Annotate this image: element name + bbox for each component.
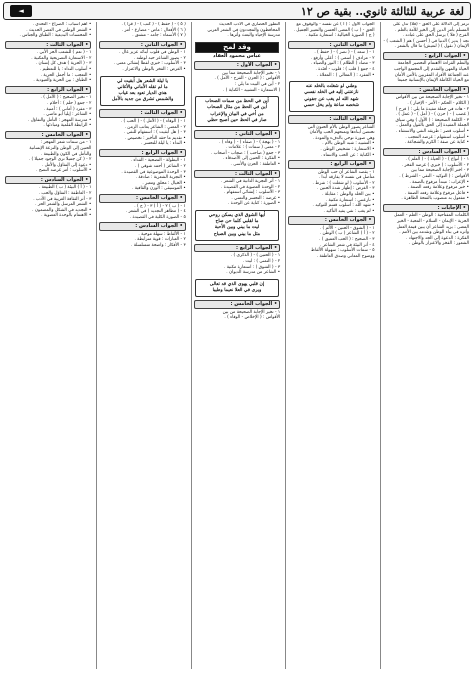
poem-verse: والشمس تشرق من جديد بالأمل [111,97,174,103]
poem-verse: ما لم تقله الأماني والأغاني [117,84,168,90]
text-line: • الموسيقى : الوزن والقافية . [132,186,186,192]
text-line: الفكرة : الدعوة إلى الجد والاجتهاد . [406,235,469,241]
text-line: ٤ - ( مظاهر التجديد ) في الشعر . [125,209,186,215]
text-line: ٣ - ( الحرية ) هدف كل إنسان . [35,61,92,67]
text-line: ١ - أثر التجربة الذاتية في الشعر . [221,179,281,185]
text-line: المسلم بأمر الدين إلى الخير للأمة بالعلم . [394,27,469,33]
text-line: الأقواس : ( التوكيد - النفي - الشرط ) . [399,173,469,179]
section-heading: • الجواب السادس : [99,222,185,231]
section-heading: • الجواب الخامس : [5,131,91,140]
poem-verse: إن قلبي يهوى الذي قد تعالى [209,281,265,287]
text-line: الشعور : الفخر والاعتزاز بالوطن . [408,241,469,247]
text-line: • التعجب : ما أجمل الحرية . [40,72,92,78]
poem-verse-box [100,76,184,107]
poem-verse: وطني لو شغلت بالخلد عنه [305,84,357,90]
text-line: مدرسة الإحياء والبعث وأثرها . [227,33,281,39]
poem-verse: ويرى في العلا نعيما وطيبا [212,287,262,293]
text-line: ٢ - معنى ( سمات ) : علامات . [225,145,281,151]
text-line: وهي صورة توحي بالدفء والمودة . [312,135,375,141]
text-line: متأصل في نفسه لا يفارقه أبدا . [318,175,375,181]
text-line: • الشعر الوطني في العصر الحديث . [26,27,92,33]
text-line: ( ٦ ) الأفعال : ماض - مضارع - أمر . [121,27,186,33]
text-line: ١ - تخير الإجابة الصحيحة من بين [222,309,281,315]
section-heading: • الجواب الثالث : [194,170,280,179]
text-line: ٢ - العاطفة : التفاؤل والحب . [38,191,92,197]
text-line: ٢ - هات في جملة مفيدة ما يلي : ( فرح ) [395,106,469,112]
poem-title: وقد لمح [195,42,279,53]
text-line: ٢ - أين في البيت ما يلي : [234,82,281,88]
section-heading: • الجواب الرابع : [383,52,469,61]
text-line: • المحسنات البديعية : الطباق والجناس . [19,33,92,39]
poem-verse: أين في الحظ من سمات الصحاب [205,99,269,105]
text-line: ٢ - جمع ( حلم ) : أحلام . [46,100,92,106]
text-line: ( ٧ ) الأسماء : جامد - مشتق . [132,33,186,39]
text-line: ٣ - الأفكار : واضحة متسلسلة . [131,242,186,248]
section-heading: • الجواب الثاني : [288,41,374,50]
text-line: مع الحياة الكاملة الإيمان بالإنسانية جميعا [397,78,469,84]
text-line: ٥ - الصورة الكلية في القصيدة . [129,214,186,220]
text-line: ١ - ( الحنين ) - ( الذكرى ) . [230,253,281,259]
text-line: • أسلوب قصر : طريقه النفي والاستثناء . [395,128,469,134]
text-line: الحرية - الإيمان - السلام - المحبة - الخير [397,219,469,225]
poem-verse: يا ليلة الشعر هل أبقيت لي [117,78,169,84]
text-line: الجملة المفيدة إلى الحق بالقول والعمل . [396,123,469,129]
text-line: • مدرسة المهجر : التأمل والتفاؤل . [27,117,92,123]
section-heading: • الإجابات : [383,204,469,213]
text-line: ١ - تخير الصحيح : ( الأمل ) . [40,95,92,101]
text-line: الحنين إلى الوطن والنزعة الإنسانية [29,146,92,151]
poem-verse-box [289,81,373,112]
section-heading: • الجواب الثالث : [288,115,374,124]
section-heading: • الجواب الثاني : [194,130,280,139]
text-line: ٣ - الأسلوب : إنشائي استفهام . [223,190,281,196]
text-line: ٢ - ( التمني ) : ليت . [242,258,281,264]
section-heading: • الجواب السادس : [5,176,91,185]
text-line: ١ - ( ب ) ٢ - ( أ ) ٣ - ( ج ) . [134,203,186,209]
text-line: ٣ - الغرض : إظهار شدة الحنين . [316,186,375,192]
poem-verse: أيها الشوق الذي يسكن روحي [208,213,266,218]
text-line: ٣ - جمع ( صاحب ) : صحاب - أصحاب . [210,150,281,156]
text-line: ٢ - المعنى : الشاعر يعاتب الزمن . [124,124,186,130]
text-line: • دعوة إلى التفاؤل والأمل . [41,162,92,168]
poem-verse: صار في الحظ حين أصبح حظي [207,117,267,123]
text-line: المعنى : يريد الشاعر أن يبين قيمة العمل [396,224,469,230]
poem-verse-box [195,210,279,241]
text-line: ٣ - ( الشوق ) : استعارة مكنية . [223,264,281,270]
text-line: • أسلوب النداء : يا للتعظيم . [39,67,92,73]
poet-name: عباس محمود العقاد [213,52,261,59]
section-heading: • الجواب السادس : [383,148,469,157]
text-line: ( الكلام - الحكم - الأمر - الإخبار ) . [407,100,469,106]
section-heading: • الجواب الخامس : [194,300,280,309]
text-line: ٣ - اختر الإجابة الصحيحة مما بين [411,168,469,174]
text-line: ٣ - الأسلوب : خبري لفظا إنشائي معنى . [113,61,186,67]
text-line: الحياة والمهن والتقدم إلى المجتمع الواجب [394,67,469,73]
text-line: • الرابطة القلمية ومبادئها . [43,123,92,129]
text-line: ١ - ( نعم ) للشعب الحر الأبي . [36,50,92,56]
column-3 [191,22,282,669]
text-line: ١ - ( أنواع ) - ( الحياة ) - ( العلم ) . [405,157,469,163]
text-line: ٢ - العبارات : قوية مترابطة . [134,237,186,243]
text-line: • المفرد : ( المعالي ) : المعلاة . [316,72,375,78]
column-4 [96,22,187,669]
text-line: تحتضن أبناءها وتمنحهم الحب والأمان [309,130,375,136]
poem-verse: ليت ما بيني وبين الأحبة [214,225,260,231]
text-line: ٤ - أثر البيئة في شعر الشاعر . [320,242,375,248]
section-heading: • الجواب الثالث : [5,41,91,50]
text-line: • التجديد في الشكل والمضمون . [32,207,92,213]
text-line: ٢ - ( كن جميلا ترى الوجود جميلا ) . [28,157,92,163]
text-line: ١ - ( أ ) البيئة ( ب ) الطبيعة . [38,185,92,191]
section-heading: • الجواب الرابع : [194,244,280,253]
text-line: ١ - الوطن في قلوب أبنائه عزيز غال . [119,50,186,56]
text-line: • مفعول به منصوب بالفتحة الظاهرة . [401,196,469,202]
text-line: ٣ - الكلمة الصحيحة : ( الأول ) وفي سياق [395,117,469,123]
text-line: ١ - ( سعد ) - ( نصر ) - ( حفظ ) . [314,50,375,56]
text-line: الأقواس : ( الإخلاص - الوفاء ) . [224,315,281,321]
text-line: وأثره في بناء الوطن وتقدمه بين الأمم . [399,230,469,236]
text-line: • الخيال : محلق ومعبر . [142,180,186,186]
text-line: نجد ( يدير ) الدنيا في ( أحسن ) هم ( الشعب ) - [383,38,469,44]
poem-verse: مثل ما بيني وبين الصباح [213,231,261,237]
text-line: • الفكرة : الحنين إلى الأصدقاء . [222,156,281,162]
text-line: • خبر مرفوع وعلامة رفعه الضمة . [407,185,469,191]
poem-verse: شخصه ساعة ولم يخل حسي [303,102,360,108]
text-line: ٢ - الشاعر ( أحمد شوقي ) . [135,164,186,170]
section-heading: • الجواب الخامس : [383,86,469,95]
text-line: الفرح ( فلا ) يرسل الحق على عباده . [402,33,469,39]
text-line: ترمز إلى الدلالة على الحق - (فلا) تدل على [392,22,469,27]
poem-verse-box [195,279,279,297]
page-title: لغة عربية للثالثة ثانوي.. بقية ص ١٢ [300,4,464,18]
poem-verse: شهد الله لم يغب عن جفوني [304,96,359,102]
text-line: ٣ - الوحدة الموضوعية في القصيدة . [121,169,186,175]
text-line: والتعلم القراءة الاهتمام التحضير الجامعة [397,61,469,67]
text-line: عند الجماعة الأفراد المقربين بالأمن الأمان [394,72,469,78]
text-line: ١ - يقصد الشاعر أن حب الوطن [317,169,375,175]
text-line: • الاستعارة : تشخيص الوطن . [320,146,375,152]
text-line: ٥ - سمات الأسلوب : سهولة الألفاظ [310,248,375,254]
text-line: الشاعر يصور الوطن بالأم الحنون التي [307,124,375,130]
poem-verse: ما لقلبي كلما حن صاح [215,219,259,225]
poem-verse: هذي الديار تعود بعد غياب [118,91,167,97]
text-line: الجواب الأول : ( أ ) عن نفسه - والوقوف مع [296,22,375,27]
text-line: ٤ - جمع ( قلب ) : قلوب - أفئدة . [315,67,375,73]
text-line: • النداء : يا ليلة للتحسر . [141,141,186,147]
text-line: ١ - البطولة - التضحية - الفداء . [130,158,186,164]
text-line: • الصورة : كناية عن الوحدة . [227,201,281,207]
text-line: • الكناية : عن الحب والانتماء . [320,152,375,158]
section-heading: • الجواب الثالث : [99,109,185,118]
text-line: ١ - ( الوفاء ) - ( الأمل ) - ( الحب ) . [120,118,186,124]
text-line: • العاطفة : الحزن والأسى . [230,161,281,167]
text-line: الإيمان ( نقول ) ( لنعيش) ما قال بالشعر . [394,44,469,50]
text-line: ١ - الألفاظ : سهلة موحية . [138,231,186,237]
text-line: • فاعل مرفوع وعلامة رفعه الضمة . [404,190,469,196]
text-line: • الأسلوب : أمر غرضه النصح . [36,168,92,174]
text-line: الحق - ( ب ) المعنى الحسن والتعبير الجميل . [293,27,375,33]
text-line: • تقديم ما حقه التأخير : تخصيص . [124,135,186,141]
text-line: • الشاعر من مدرسة الديوان . [226,270,281,276]
text-line: ووضوح المعاني وصدق العاطفة . [316,253,375,259]
text-line: • الاهتمام بالوحدة العضوية . [41,213,92,219]
columns [3,22,471,669]
text-line: الكلمات المفتاحية : الوطن - العلم - العمل [394,213,469,219]
text-line: ٣ - مفرد ( أماني ) : أمنية . [43,106,92,112]
text-line: ٢ - الوحدة العضوية في القصيدة . [221,184,281,190]
page-header [3,2,471,20]
text-line: • الطباق : بين الحرية والعبودية . [33,78,92,84]
text-line: ٣ - أثر الثقافة الغربية في الأدب . [33,196,92,202]
text-line: • الإعراب : مبتدأ مرفوع بالضمة . [409,179,469,185]
text-line: الأقواس : ( الحزن - الفرح - الأمل ) . [214,76,281,82]
text-line: والتأمل في الكون والطبيعة . [40,151,92,157]
text-line: • نازعتني : استعارة مكنية . [325,197,375,203]
text-line: ٢ - يصور الشاعر حبه لوطنه . [133,55,186,61]
text-line: • الشاعر : إيليا أبو ماضي . [43,112,92,118]
text-line: ٣ - ( هل أبقيت ) : استفهام للنفي . [123,130,186,136]
text-line: ١ - تخير الإجابة الصحيحة من بين الأقواس [395,95,469,101]
text-line: • لم يغب : نفي يفيد التأكيد . [323,208,375,214]
text-line: ٢ - ( أ ) الشاعر ( ب ) الوطن . [319,231,375,237]
text-line: • غرضه : التحسر والتمني . [231,195,281,201]
text-line: ٣ - الصحيح : ( الحب العميق ) . [319,237,375,243]
text-line: • التشبيه : شبه الوطن بالأم . [322,141,375,147]
text-line: ٢ - الأسلوب ( لو شغلت ) : شرط . [312,180,375,186]
section-heading: • الجواب الخامس : [99,194,185,203]
text-line: • كناية عن صفة : الكرم والشجاعة . [404,140,469,146]
text-line: ١ - ( الشوق - الحنين - الألم ) . [319,225,375,231]
column-2 [285,22,376,669]
text-line: ( ج ) الصورة الخيالية : استعارة مكنية . [305,33,375,39]
text-line: ٢ - مرادف ( أسمى ) : أعلى وأرفع . [310,55,375,61]
column-5 [3,22,93,669]
poem-verse: نازعتني إليه في الخلد نفسي [304,90,359,96]
text-line: ٢ - الاستعارة التصريحية والمكنية . [31,55,92,61]
text-line: • الغرض : الفخر بالوطن والاعتزاز . [122,67,186,73]
poem-verse: من أخي في البيان والإعراب [210,111,264,117]
section-heading: • الجواب الأول : [194,61,280,70]
section-heading: • الجواب الرابع : [288,160,374,169]
section-heading: • الجواب الثاني : [99,41,185,50]
text-line: ( ٥ ) - ( حفظ ) - ( كتب ) - ( قرأ ) . [121,22,186,27]
text-line: • شهد الله : أسلوب قسم للتوكيد . [312,203,375,209]
text-line: ١ - من سمات شعر المهجر : [40,140,92,146]
text-line: ١ - تخير الإجابة الصحيحة مما بين [222,70,281,76]
text-line: • بين الخلد والوطن : مقابلة . [322,192,375,197]
text-line: ١ - ( بهجة ) - ( صفاء ) - ( وفاء ) . [219,139,281,145]
text-line: ٣ - مضاد ( الظلام ) : النور والضياء . [310,61,375,67]
text-line: • أهم أسباب : الصراع - التحدي . [32,22,92,27]
text-line: المحافظون والمجددون في الشعر العربي [207,27,281,33]
section-heading: • الجواب الرابع : [5,86,91,95]
text-line: • الشعر المرسل والشعر الحر . [35,202,92,208]
section-heading: • الجواب الخامس : [288,216,374,225]
poem-verse-box [195,96,279,127]
text-line: • التجربة الشعرية : صادقة . [135,175,186,181]
text-line: • أسلوب استفهام : غرضه التعجب . [405,134,469,140]
text-line: التطور الحضاري في الأدب الحديث [219,22,281,27]
arrow-icon: ◄ [10,5,32,17]
section-heading: • الجواب الرابع : [99,149,185,158]
text-line: ( غضب ) - ( حزن ) - ( أمل ) - ( عمل ) . [395,112,469,118]
column-1 [380,22,471,669]
text-line: ٢ - الأسلوب : ( خبري ) غرضه الفخر . [401,162,469,168]
poem-verse: أين في الحظ من مثال الصحاب [207,105,267,111]
text-line: ( الاستعارة - التشبيه - الكناية ) . [223,87,281,93]
